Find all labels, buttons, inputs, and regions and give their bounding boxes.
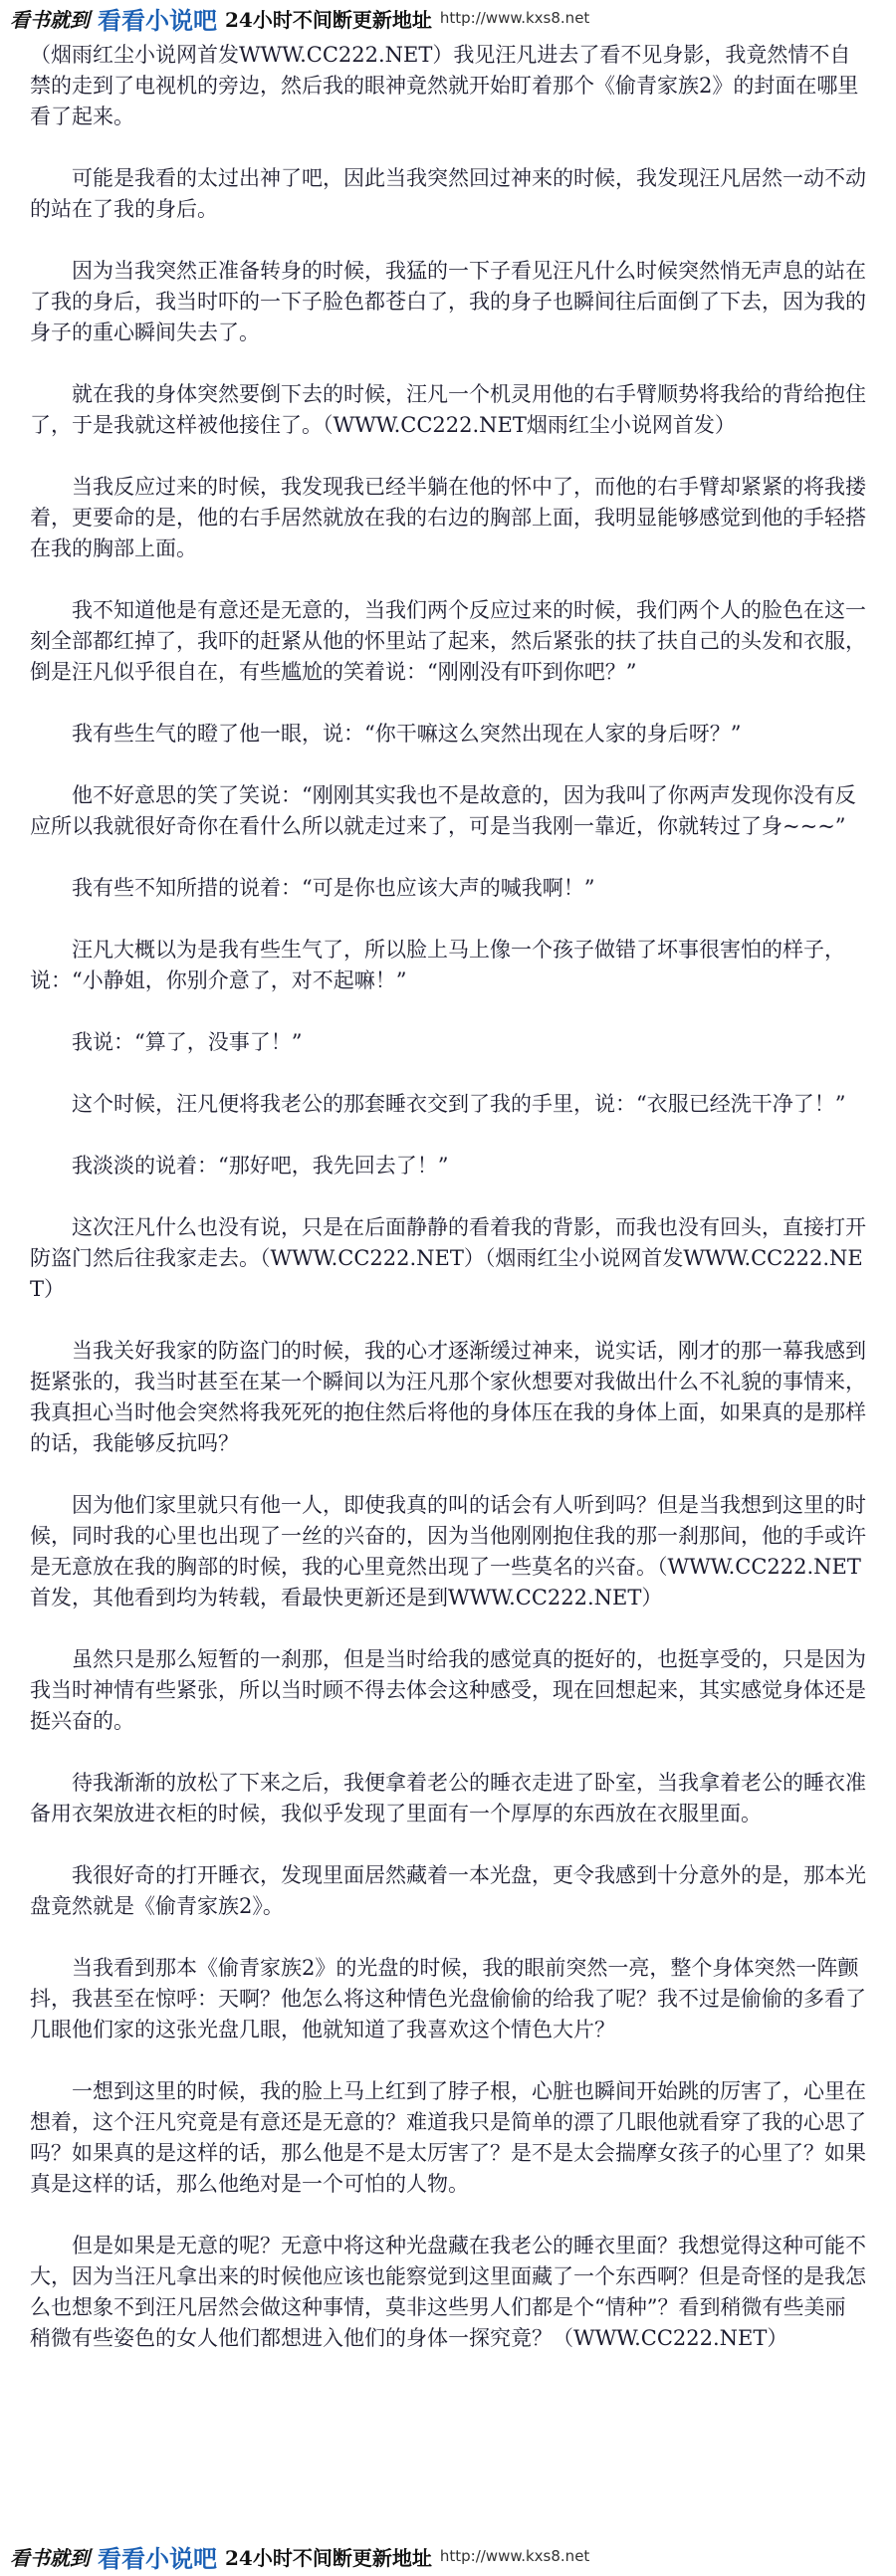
chapter-body: [30, 40, 866, 2385]
banner-lead-text: 看书就到: [10, 7, 90, 32]
paragraph: 因为他们家里就只有他一人，即使我真的叫的话会有人听到吗？但是当我想到这里的时候，同时我的心里也出现了一丝的兴奋的，因为当他刚刚抱住我的那一刹那间，他的手或许是无意放在我的胸部的时候，我的心里竟然出现了一些莫名的兴奋。（WWW.CC222.NET首发，其他看到均为转载，看最快更新还是到WWW.CC222.NET）: [30, 1493, 866, 1610]
top-banner: [0, 0, 896, 36]
paragraph: 就在我的身体突然要倒下去的时候，汪凡一个机灵用他的右手臂顺势将我给的背给抱住了，于是我就这样被他接住了。（WWW.CC222.NET烟雨红尘小说网首发）: [30, 382, 866, 437]
paragraph: 我有些生气的瞪了他一眼，说：“你干嘛这么突然出现在人家的身后呀？”: [72, 722, 742, 746]
paragraph: 汪凡大概以为是我有些生气了，所以脸上马上像一个孩子做错了坏事很害怕的样子，说：“小静姐，你别介意了，对不起嘛！”: [30, 938, 845, 992]
site-name-link[interactable]: 看看小说吧: [98, 5, 217, 35]
paragraph: 一想到这里的时候，我的脸上马上红到了脖子根，心脏也瞬间开始跳的厉害了，心里在想着，这个汪凡究竟是有意还是无意的？难道我只是简单的漂了几眼他就看穿了我的心思了吗？如果真的是这样的话，那么他是不是太厉害了？是不是太会揣摩女孩子的心里了？如果真是这样的话，那么他绝对是一个可怕的人物。: [30, 2079, 866, 2196]
paragraph: 这个时候，汪凡便将我老公的那套睡衣交到了我的手里，说：“衣服已经洗干净了！”: [72, 1092, 846, 1116]
site-url-link[interactable]: http://www.kxs8.net: [439, 9, 590, 27]
paragraph: 可能是我看的太过出神了吧，因此当我突然回过神来的时候，我发现汪凡居然一动不动的站在了我的身后。: [30, 166, 866, 221]
paragraph: （烟雨红尘小说网首发WWW.CC222.NET）我见汪凡进去了看不见身影，我竟然情不自禁的走到了电视机的旁边，然后我的眼神竟然就开始盯着那个《偷青家族2》的封面在哪里看了起来。: [30, 43, 859, 128]
paragraph: 他不好意思的笑了笑说：“刚刚其实我也不是故意的，因为我叫了你两声发现你没有反应所以我就很好奇你在看什么所以就走过来了，可是当我刚一靠近，你就转过了身~~~”: [30, 783, 856, 838]
site-name-link[interactable]: 看看小说吧: [98, 2543, 217, 2573]
paragraph: 待我渐渐的放松了下来之后，我便拿着老公的睡衣走进了卧室，当我拿着老公的睡衣准备用衣架放进衣柜的时候，我似乎发现了里面有一个厚厚的东西放在衣服里面。: [30, 1771, 866, 1825]
paragraph: 我淡淡的说着：“那好吧，我先回去了！”: [72, 1154, 449, 1178]
banner-slogan: 24小时不间断更新地址: [225, 2545, 432, 2570]
paragraph: 我说：“算了，没事了！”: [72, 1030, 303, 1054]
paragraph: 这次汪凡什么也没有说，只是在后面静静的看着我的背影，而我也没有回头，直接打开防盗门然后往我家走去。（WWW.CC222.NET）（烟雨红尘小说网首发WWW.CC222.NET）: [30, 1215, 866, 1301]
paragraph: 虽然只是那么短暂的一刹那，但是当时给我的感觉真的挺好的，也挺享受的，只是因为我当时神情有些紧张，所以当时顾不得去体会这种感受，现在回想起来，其实感觉身体还是挺兴奋的。: [30, 1647, 866, 1733]
paragraph: 我有些不知所措的说着：“可是你也应该大声的喊我啊！”: [72, 876, 595, 900]
paragraph: 当我看到那本《偷青家族2》的光盘的时候，我的眼前突然一亮，整个身体突然一阵颤抖，我甚至在惊呼：天啊？他怎么将这种情色光盘偷偷的给我了呢？我不过是偷偷的多看了几眼他们家的这张光盘几眼，他就知道了我喜欢这个情色大片？: [30, 1956, 866, 2041]
banner-lead-text: 看书就到: [10, 2545, 90, 2570]
bottom-banner: [0, 2538, 896, 2574]
paragraph: 但是如果是无意的呢？无意中将这种光盘藏在我老公的睡衣里面？我想觉得这种可能不大，因为当汪凡拿出来的时候他应该也能察觉到这里面藏了一个东西啊？但是奇怪的是我怎么也想象不到汪凡居然会做这种事情，莫非这些男人们都是个“情种”？看到稍微有些美丽稍微有些姿色的女人他们都想进入他们的身体一探究竟？（WWW.CC222.NET）: [30, 2234, 866, 2350]
banner-slogan: 24小时不间断更新地址: [225, 7, 432, 32]
paragraph: 我很好奇的打开睡衣，发现里面居然藏着一本光盘，更令我感到十分意外的是，那本光盘竟然就是《偷青家族2》。: [30, 1863, 866, 1918]
paragraph: 当我关好我家的防盗门的时候，我的心才逐渐缓过神来，说实话，刚才的那一幕我感到挺紧张的，我当时甚至在某一个瞬间以为汪凡那个家伙想要对我做出什么不礼貌的事情来，我真担心当时他会突然将我死死的抱住然后将他的身体压在我的身体上面，如果真的是那样的话，我能够反抗吗？: [30, 1339, 866, 1455]
paragraph: 因为当我突然正准备转身的时候，我猛的一下子看见汪凡什么时候突然悄无声息的站在了我的身后，我当时吓的一下子脸色都苍白了，我的身子也瞬间往后面倒了下去，因为我的身子的重心瞬间失去了。: [30, 259, 866, 344]
paragraph: 当我反应过来的时候，我发现我已经半躺在他的怀中了，而他的右手臂却紧紧的将我搂着，更要命的是，他的右手居然就放在我的右边的胸部上面，我明显能够感觉到他的手轻搭在我的胸部上面。: [30, 475, 866, 560]
paragraph: 我不知道他是有意还是无意的，当我们两个反应过来的时候，我们两个人的脸色在这一刻全部都红掉了，我吓的赶紧从他的怀里站了起来，然后紧张的扶了扶自己的头发和衣服，倒是汪凡似乎很自在，有些尴尬的笑着说：“刚刚没有吓到你吧？”: [30, 598, 866, 684]
site-url-link[interactable]: http://www.kxs8.net: [439, 2547, 590, 2565]
